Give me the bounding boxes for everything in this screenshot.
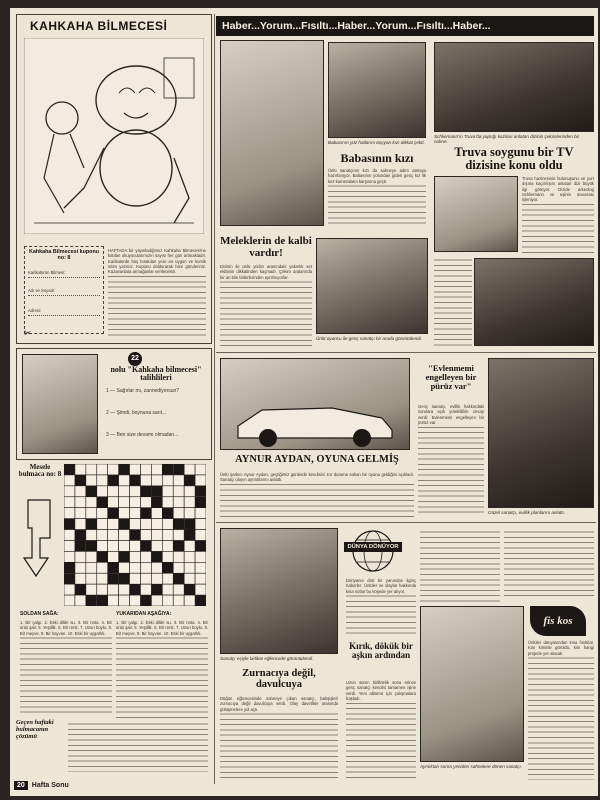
crossword-block (97, 551, 108, 562)
crossword-block (64, 464, 75, 475)
car-illustration (232, 388, 398, 448)
kirik-headline: Kırık, dökük bir aşkın ardından (349, 641, 413, 661)
crossword-cell[interactable] (97, 584, 108, 595)
crossword-cell[interactable] (173, 562, 184, 573)
crossword-cell[interactable] (130, 497, 141, 508)
crossword-cell[interactable] (86, 464, 97, 475)
dunya-badge: DÜNYA DÖNÜYOR (344, 542, 402, 552)
crossword-cell[interactable] (173, 497, 184, 508)
crossword-block (184, 584, 195, 595)
crossword-block (173, 519, 184, 530)
photo-woman-drink (420, 606, 524, 762)
crossword-cell[interactable] (151, 508, 162, 519)
crossword-block (195, 497, 206, 508)
row-divider-2 (216, 522, 596, 523)
fiskos-badge: fis kos (530, 606, 586, 636)
crossword-grid[interactable] (64, 464, 206, 606)
crossword-cell[interactable] (119, 562, 130, 573)
crossword-block (86, 486, 97, 497)
clues-h-title: SOLDAN SAĞA: (20, 611, 59, 617)
crossword-cell[interactable] (162, 540, 173, 551)
results-winner-2: 2 — Şimdi, boynuna sarıl... (106, 410, 167, 416)
crossword-cell[interactable] (162, 519, 173, 530)
crossword-block (173, 540, 184, 551)
crossword-cell[interactable] (86, 475, 97, 486)
crossword-cell[interactable] (64, 551, 75, 562)
crossword-block (151, 551, 162, 562)
zurnaci-caption: Sanatçı eşiyle birlikte eğlencede görüntülendi. (220, 656, 314, 661)
crossword-block (140, 486, 151, 497)
kahkaha-title: KAHKAHA BİLMECESİ (30, 19, 168, 33)
crossword-cell[interactable] (151, 519, 162, 530)
crossword-cell[interactable] (130, 562, 141, 573)
crossword-cell[interactable] (140, 497, 151, 508)
crossword-cell[interactable] (108, 464, 119, 475)
photo-couple-table (316, 238, 428, 334)
crossword-cell[interactable] (97, 562, 108, 573)
crossword-cell[interactable] (75, 508, 86, 519)
crossword-cell[interactable] (97, 508, 108, 519)
crossword-cell[interactable] (86, 562, 97, 573)
crossword-block (75, 475, 86, 486)
melek-body: Dizinin iki ünlü yıldızı arasındaki yakınlık set ekibinin dikkatinden kaçmadı. Çekim aralarında bir an bile birbirlerinden ayrılmıyorlar. (220, 264, 312, 348)
crossword-cell[interactable] (151, 595, 162, 606)
crossword-cell[interactable] (75, 519, 86, 530)
crossword-cell[interactable] (173, 475, 184, 486)
crossword-block (195, 540, 206, 551)
crossword-block (119, 464, 130, 475)
crossword-cell[interactable] (195, 562, 206, 573)
footer-brand: Hafta Sonu (31, 781, 69, 789)
crossword-cell[interactable] (140, 551, 151, 562)
crossword-cell[interactable] (130, 573, 141, 584)
crossword-cell[interactable] (97, 464, 108, 475)
crossword-cell[interactable] (75, 595, 86, 606)
crossword-block (119, 519, 130, 530)
crossword-cell[interactable] (184, 497, 195, 508)
crossword-block (140, 540, 151, 551)
crossword-cell[interactable] (140, 562, 151, 573)
newspaper-page (10, 8, 598, 796)
kahkaha-body: HAFTADA bir yayınladığımız Kahkaha Bilmecesi'ne katılan okuyucularımızın sayısı her gün artmaktadır. Karikatürde boş bırakılan yere en uygun ve komik sözü yazınız. Kuponu doldurarak bize gönderiniz. Kazananlara armağanlar verilecektir. (108, 248, 206, 338)
crossword-cell[interactable] (86, 497, 97, 508)
crossword-cell[interactable] (173, 551, 184, 562)
evlenmemi-headline: "Evlenmemi engelleyen bir pürüz var" (425, 363, 477, 391)
crossword-cell[interactable] (151, 573, 162, 584)
crossword-block (97, 497, 108, 508)
evlenmemi-caption: Güzel sanatçı, evlilik planlarını anlattı. (488, 510, 566, 515)
crossword-cell[interactable] (151, 530, 162, 541)
crossword-cell[interactable] (64, 540, 75, 551)
crossword-cell[interactable] (64, 584, 75, 595)
crossword-block (140, 508, 151, 519)
crossword-block (75, 540, 86, 551)
crossword-block (64, 573, 75, 584)
crossword-block (130, 530, 141, 541)
crossword-cell[interactable] (64, 486, 75, 497)
crossword-cell[interactable] (130, 519, 141, 530)
crossword-cell[interactable] (162, 486, 173, 497)
crossword-block (184, 530, 195, 541)
photo-woman-costume (220, 40, 324, 226)
crossword-cell[interactable] (64, 497, 75, 508)
crossword-cell[interactable] (119, 530, 130, 541)
crossword-block (162, 508, 173, 519)
crossword-cell[interactable] (162, 584, 173, 595)
crossword-block (195, 486, 206, 497)
babasinin-headline: Babasının kızı (340, 151, 414, 165)
mesele-title: Mesele bulmaca no: 8 (18, 463, 62, 479)
crossword-cell[interactable] (195, 584, 206, 595)
crossword-cell[interactable] (86, 530, 97, 541)
crossword-block (184, 475, 195, 486)
crossword-cell[interactable] (75, 573, 86, 584)
photo-woman-floral (488, 358, 594, 508)
crossword-cell[interactable] (184, 595, 195, 606)
crossword-block (75, 530, 86, 541)
aynur-headline: AYNUR AYDAN, OYUNA GELMİŞ (235, 454, 399, 465)
crossword-cell[interactable] (162, 573, 173, 584)
crossword-cell[interactable] (130, 464, 141, 475)
crossword-cell[interactable] (108, 519, 119, 530)
crossword-cell[interactable] (108, 595, 119, 606)
crossword-cell[interactable] (184, 573, 195, 584)
crossword-block (119, 551, 130, 562)
crossword-cell[interactable] (162, 497, 173, 508)
page-number: 20 (14, 781, 28, 790)
crossword-cell[interactable] (86, 573, 97, 584)
crossword-block (173, 464, 184, 475)
crossword-cell[interactable] (97, 519, 108, 530)
crossword-cell[interactable] (119, 508, 130, 519)
truva-body: Truva hazinesinin bulunuşunu ve yurt dışına kaçırılışını anlatan dizi büyük ilgi görüyor. Dizide arkeolog Schliemann ve eşinin macerası işleniyor. (522, 176, 594, 256)
crossword-block (184, 519, 195, 530)
kirik-body: Uzun süren birliktelik sona erince genç sanatçı kendini tamamen işine verdi. Yeni albümü için çalışmalara başladı. (346, 680, 416, 780)
crossword-cell[interactable] (108, 497, 119, 508)
crossword-cell[interactable] (130, 486, 141, 497)
crossword-cell[interactable] (64, 595, 75, 606)
crossword-cell[interactable] (195, 551, 206, 562)
crossword-block (64, 519, 75, 530)
crossword-cell[interactable] (75, 551, 86, 562)
results-number-badge: 22 (128, 352, 142, 366)
zurnaci-body: Düğün eğlencesinde sahneye çıkan sanatçı, bahşişleri zurnacıya değil davulcuya verdi. Olay davetliler arasında gülüşmelere yol açtı. (220, 696, 338, 780)
results-cartoon (22, 354, 98, 454)
crossword-cell[interactable] (195, 464, 206, 475)
crossword-block (151, 486, 162, 497)
crossword-cell[interactable] (184, 540, 195, 551)
crossword-block (195, 595, 206, 606)
crossword-cell[interactable] (151, 540, 162, 551)
crossword-cell[interactable] (97, 486, 108, 497)
crossword-cell[interactable] (184, 562, 195, 573)
evlenmemi-body: Genç sanatçı, evlilik hakkındaki sorulara açık yüreklilikle cevap verdi: Evlenmemi engelleyen bir pürüz var. (418, 404, 484, 516)
crossword-cell[interactable] (162, 595, 173, 606)
coupon-title: Kahkaha Bilmecesi kuponu no: 8 (28, 249, 100, 261)
mesele-arrow-icon (22, 498, 56, 578)
crossword-cell[interactable] (162, 530, 173, 541)
crossword-cell[interactable] (195, 508, 206, 519)
clues-v-body: 1. Bir çalgı. 2. Eski dilde su. 3. Bir nota. 4. Bir ünlü şair. 5. Yeşillik. 6. Bir renk. 7. Uzun boylu. 8. Bir meyve. 9. Bir hayvan. 10. Eski bir uygarlık. (116, 620, 208, 720)
crossword-cell[interactable] (64, 475, 75, 486)
crossword-cell[interactable] (108, 540, 119, 551)
crossword-cell[interactable] (173, 595, 184, 606)
crossword-cell[interactable] (130, 508, 141, 519)
crossword-block (151, 497, 162, 508)
clues-h-body: 1. Bir çalgı. 2. Eski dilde su. 3. Bir nota. 4. Bir ünlü şair. 5. Yeşillik. 6. Bir renk. 7. Uzun boylu. 8. Bir meyve. 9. Bir hayvan. 10. Eski bir uygarlık. (20, 620, 112, 716)
crossword-block (86, 595, 97, 606)
crossword-cell[interactable] (108, 584, 119, 595)
photo-truva-crowd (474, 258, 594, 346)
dunya-body: Dünyanın dört bir yanından ilginç haberler. Ünlüler ve olaylar hakkında kısa notlar bu köşede yer alıyor. (346, 578, 416, 638)
crossword-block (108, 573, 119, 584)
results-title: nolu "Kahkaha bilmecesi" talihlileri (110, 365, 202, 383)
truva-caption: Schliemann'ın Truva'da yaptığı kazıları anlatan dizinin çekimlerinden bir sahne. (434, 134, 580, 145)
crossword-cell[interactable] (119, 540, 130, 551)
aynur-body: Ünlü şarkıcı Aynur Aydan, geçtiğimiz günlerde kendisini zor duruma sokan bir oyuna geldiğini açıkladı. Sanatçı olayın ayrıntılarını anlattı. (220, 472, 414, 518)
crossword-cell[interactable] (86, 551, 97, 562)
crossword-block (108, 508, 119, 519)
photo-truva-scene (434, 42, 594, 132)
photo-truva-couple (434, 176, 518, 252)
zurnaci-headline: Zurnacıya değil, davulcuya (242, 668, 316, 691)
truva-headline: Truva soygunu bir TV dizisine konu oldu (454, 145, 574, 173)
crossword-cell[interactable] (173, 508, 184, 519)
crossword-cell[interactable] (86, 508, 97, 519)
crossword-cell[interactable] (108, 551, 119, 562)
crossword-cell[interactable] (140, 464, 151, 475)
crossword-cell[interactable] (140, 573, 151, 584)
crossword-cell[interactable] (75, 464, 86, 475)
crossword-cell[interactable] (97, 475, 108, 486)
babasinin-body: Ünlü sanatçının kızı da sahneye adım atmaya hazırlanıyor. Babasının yolundan giden genç kız ilk kez kameraların karşısına geçti. (328, 168, 426, 228)
crossword-block (86, 540, 97, 551)
crossword-cell[interactable] (75, 497, 86, 508)
crossword-cell[interactable] (195, 530, 206, 541)
crossword-block (75, 584, 86, 595)
dunya-body-3 (504, 530, 594, 600)
crossword-cell[interactable] (75, 562, 86, 573)
crossword-cell[interactable] (140, 584, 151, 595)
haber-banner: Haber...Yorum...Fısıltı...Haber...Yorum...Fısıltı...Haber... (216, 16, 594, 36)
scissors-icon: ✂ (24, 328, 32, 338)
crossword-cell[interactable] (195, 519, 206, 530)
crossword-block (130, 584, 141, 595)
crossword-block (64, 562, 75, 573)
truva-body-2 (434, 258, 472, 348)
crossword-cell[interactable] (86, 584, 97, 595)
crossword-cell[interactable] (97, 530, 108, 541)
crossword-cell[interactable] (108, 530, 119, 541)
crossword-cell[interactable] (184, 464, 195, 475)
crossword-block (97, 595, 108, 606)
crossword-cell[interactable] (130, 595, 141, 606)
crossword-cell[interactable] (64, 530, 75, 541)
crossword-cell[interactable] (162, 551, 173, 562)
babasinin-caption: Babasının yüz hatlarını taşıyan kızı dikkat çekti. (328, 140, 425, 145)
answers-body (68, 722, 208, 772)
crossword-cell[interactable] (195, 475, 206, 486)
melek-caption: Ünlü oyuncu ile genç sanatçı bir arada görüntülendi. (316, 336, 422, 341)
crossword-block (119, 573, 130, 584)
answers-title: Geçen haftaki bulmacanın çözümü (16, 719, 54, 740)
crossword-cell[interactable] (119, 475, 130, 486)
crossword-cell[interactable] (184, 551, 195, 562)
crossword-block (86, 519, 97, 530)
crossword-cell[interactable] (195, 573, 206, 584)
cartoon-illustration (24, 38, 204, 234)
coupon-field-1[interactable]: Karikatürün Bilmesi: (28, 270, 100, 278)
crossword-cell[interactable] (140, 475, 151, 486)
crossword-block (108, 562, 119, 573)
photo-group-dinner (328, 42, 426, 138)
crossword-cell[interactable] (162, 475, 173, 486)
crossword-cell[interactable] (173, 486, 184, 497)
crossword-cell[interactable] (119, 497, 130, 508)
results-winner-1: 1 — Sağırlar mı, zannediyorsun? (106, 388, 180, 394)
crossword-cell[interactable] (140, 530, 151, 541)
crossword-cell[interactable] (151, 562, 162, 573)
clues-v-title: YUKARIDAN AŞAĞIYA: (116, 611, 172, 617)
crossword-block (162, 464, 173, 475)
crossword-cell[interactable] (130, 551, 141, 562)
column-divider (214, 14, 215, 784)
crossword-cell[interactable] (119, 584, 130, 595)
crossword-cell[interactable] (97, 573, 108, 584)
coupon-field-3[interactable]: Adresi: (28, 308, 100, 316)
row-divider (216, 352, 596, 353)
crossword-block (151, 584, 162, 595)
crossword-cell[interactable] (173, 584, 184, 595)
results-winner-3: 3 — Ben size devamı olmadan... (106, 432, 179, 438)
melek-headline: Meleklerin de kalbi vardır! (220, 235, 312, 259)
crossword-cell[interactable] (173, 530, 184, 541)
crossword-cell[interactable] (119, 595, 130, 606)
crossword-cell[interactable] (184, 486, 195, 497)
crossword-cell[interactable] (151, 475, 162, 486)
crossword-cell[interactable] (97, 540, 108, 551)
crossword-cell[interactable] (151, 464, 162, 475)
crossword-cell[interactable] (119, 486, 130, 497)
crossword-cell[interactable] (184, 508, 195, 519)
crossword-block (130, 475, 141, 486)
footer (14, 778, 214, 792)
crossword-cell[interactable] (108, 486, 119, 497)
crossword-cell[interactable] (64, 508, 75, 519)
crossword-block (162, 562, 173, 573)
coupon-field-2[interactable]: Adı ve Soyadı: (28, 288, 100, 296)
crossword-block (173, 573, 184, 584)
crossword-cell[interactable] (75, 486, 86, 497)
photo-party (220, 528, 338, 654)
kirik-caption: Ayrılıktan sonra yeniden sahnelere dönen sanatçı. (420, 764, 523, 769)
crossword-cell[interactable] (130, 540, 141, 551)
fiskos-body: Ünlüler dünyasından kısa fısıltılar. Kim kiminle görüldü, kim hangi projede yer alacak. (528, 640, 594, 780)
crossword-block (108, 475, 119, 486)
crossword-block (140, 595, 151, 606)
crossword-cell[interactable] (140, 519, 151, 530)
